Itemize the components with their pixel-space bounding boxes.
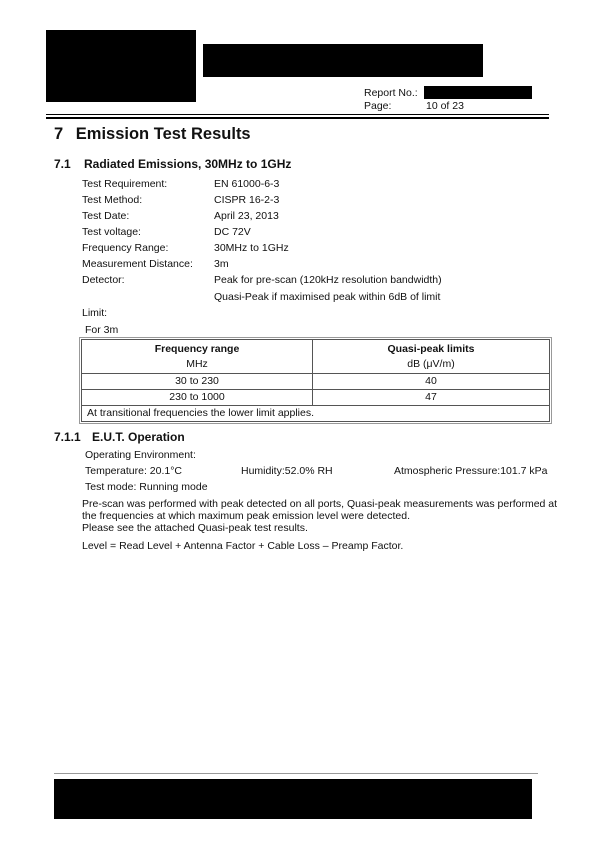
redacted-footer [54,779,532,819]
section-title: Emission Test Results [75,125,251,143]
subsection-number: 7.1 [54,157,71,171]
table-row [82,389,549,405]
table-header-cell [313,340,550,373]
table-cell: 30 to 230 [82,373,313,389]
table-cell: 230 to 1000 [82,389,313,405]
humidity: Humidity:52.0% RH [241,465,333,477]
param-row [82,178,167,190]
eut-number: 7.1.1 [54,430,81,444]
param-value: DC 72V [214,226,251,238]
table-note-row [82,405,549,421]
param-label: Test Date: [82,210,130,222]
header-rule-thick [46,117,549,119]
col-limit-header: Quasi-peak limits [387,342,475,355]
param-label: Test Method: [82,194,143,206]
redacted-company-name [203,44,483,77]
param-value: Peak for pre-scan (120kHz resolution bandwidth) [214,274,442,286]
param-row [82,194,142,206]
param-value: 30MHz to 1GHz [214,242,289,254]
eut-title: E.U.T. Operation [92,430,185,444]
table-header-cell [82,340,313,373]
pressure: Atmospheric Pressure:101.7 kPa [394,465,548,477]
limit-label: Limit: [82,307,108,319]
temperature: Temperature: 20.1°C [85,465,182,477]
col-limit-unit: dB (μV/m) [407,357,455,370]
param-value: CISPR 16-2-3 [214,194,280,206]
footer-rule [54,773,538,774]
page-number: 10 of 23 [426,100,464,112]
param-value: April 23, 2013 [214,210,279,222]
section-heading [54,125,251,144]
param-row [82,258,193,270]
param-label: Measurement Distance: [82,258,193,270]
param-row [82,242,168,254]
param-label: Frequency Range: [82,242,169,254]
subsection-title: Radiated Emissions, 30MHz to 1GHz [84,157,292,171]
table-cell: 47 [313,389,550,405]
report-no-label: Report No.: [364,87,418,99]
limit-distance: For 3m [85,324,119,336]
table-row [82,373,549,389]
param-value: 3m [214,258,229,270]
paragraph-line: the frequencies at which maximum peak emission level were detected. [82,510,410,522]
table-cell: 40 [313,373,550,389]
subsection-heading [54,157,292,171]
test-mode: Test mode: Running mode [85,481,208,493]
paragraph-line: Please see the attached Quasi-peak test results. [82,522,308,534]
header-rule [46,114,549,115]
param-value: Quasi-Peak if maximised peak within 6dB of limit [214,291,441,303]
param-label: Test Requirement: [82,178,168,190]
paragraph-line: Pre-scan was performed with peak detected on all ports, Quasi-peak measurements was performed at [82,498,558,510]
col-frequency-unit: MHz [186,357,208,370]
table-note: At transitional frequencies the lower limit applies. [82,405,549,421]
operating-environment: Operating Environment: [85,449,196,461]
redacted-logo [46,30,196,102]
formula-line: Level = Read Level + Antenna Factor + Cable Loss – Preamp Factor. [82,540,404,552]
param-row [82,210,129,222]
table-header-row [82,340,549,373]
limit-table [81,339,550,422]
param-row [82,226,141,238]
param-label: Detector: [82,274,125,286]
col-frequency-header: Frequency range [154,342,240,355]
section-number: 7 [54,125,64,143]
param-value: EN 61000-6-3 [214,178,280,190]
param-label: Test voltage: [82,226,141,238]
redacted-report-number [424,86,532,99]
eut-heading [54,430,185,444]
page-label: Page: [364,100,392,112]
param-row [82,274,125,286]
